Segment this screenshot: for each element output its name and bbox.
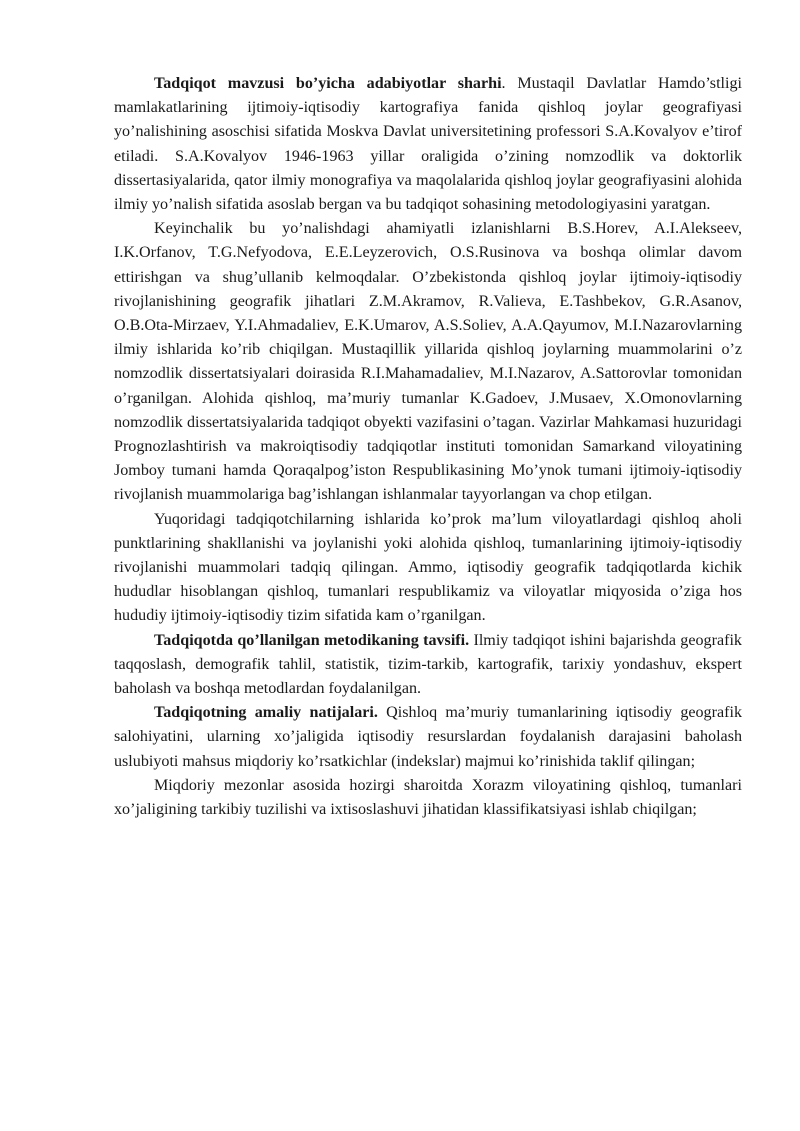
- paragraph-text: Miqdoriy mezonlar asosida hozirgi sharoitda Xorazm viloyatining qishloq, tumanlari xo’jaligining tarkibiy tuzilishi va ixtisoslashuvi jihatidan klassifikatsiyasi ishlab chiqilgan;: [114, 776, 742, 819]
- paragraph-text: Ilmiy tadqiqot ishini bajarishda geografik taqqoslash, demografik tahlil, statistik, tizim-tarkib, kartografik, tarixiy yondashuv, ekspert baholash va boshqa metodlardan foydalanilgan.: [114, 631, 742, 698]
- paragraph-literature-review: [114, 72, 742, 217]
- paragraph-research-gaps: [114, 508, 742, 629]
- paragraph-text: Qishloq ma’muriy tumanlarining iqtisodiy geografik salohiyatini, ularning xo’jaligida iqtisodiy resurslardan foydalanish darajasini baholash uslubiyoti mahsus miqdoriy ko’rsatkichlar (indekslar) majmui ko’rinishida taklif qilingan;: [114, 704, 742, 770]
- paragraph-text: Keyinchalik bu yo’nalishdagi ahamiyatli izlanishlarni B.S.Horev, A.I.Alekseev, I.K.Orfanov, T.G.Nefyodova, E.E.Leyzerovich, O.S.Rusinova va boshqa olimlar davom ettirishgan va shug’ullanib kelmoqdalar. O’zbekistonda qishloq joylar ijtimoiy-iqtisodiy rivojlanishining geografik jihatlari Z.M.Akramov, R.Valieva, E.Tashbekov, G.R.Asanov, O.B.Ota-Mirzaev, Y.I.Ahmadaliev, E.K.Umarov, A.S.Soliev, A.A.Qayumov, M.I.Nazarovlarning ilmiy ishlarida ko’rib chiqilgan. Mustaqillik yillarida qishloq joylarning muammolarini o’z nomzodlik dissertatsiyalari doirasida R.I.Mahamadaliev, M.I.Nazarov, A.Sattorovlar tomonidan o’rganilgan. Alohida qishloq, ma’muriy tumanlar K.Gadoev, J.Musaev, X.Omonovlarning nomzodlik dissertatsiyalarida tadqiqot obyekti vazifasini o’tagan. Vazirlar Mahkamasi huzuridagi Prognozlashtirish va makroiqtisodiy tadqiqotlar instituti tomonidan Samarkand viloyatining Jomboy tumani hamda Qoraqalpog’iston Respublikasining Mo’ynok tumani ijtimoiy-iqtisodiy rivojlanish muammolariga bag’ishlangan ishlanmalar tayyorlangan va chop etilgan.: [114, 220, 742, 504]
- paragraph-researchers: [114, 217, 742, 507]
- paragraph-practical-results: [114, 701, 742, 774]
- heading-practical-results: Tadqiqotning amaliy natijalari.: [154, 704, 378, 722]
- heading-literature-review: Tadqiqot mavzusi bo’yicha adabiyotlar sharhi: [154, 75, 502, 92]
- paragraph-methodology: [114, 629, 742, 702]
- heading-methodology: Tadqiqotda qo’llanilgan metodikaning tavsifi.: [154, 631, 470, 649]
- paragraph-classification: [114, 774, 742, 822]
- paragraph-text: . Mustaqil Davlatlar Hamdo’stligi mamlakatlarining ijtimoiy-iqtisodiy kartografiya fanida qishloq joylar geografiyasi yo’nalishining asoschisi sifatida Moskva Davlat universitetining professori S.A.Kovalyov e’tirof etiladi. S.A.Kovalyov 1946-1963 yillar oraligida o’zining nomzodlik va doktorlik dissertasiyalarida, qator ilmiy monografiya va maqolalarida qishloq joylar geografiyasini alohida ilmiy yo’nalish sifatida asoslab bergan va bu tadqiqot sohasining metodologiyasini yaratgan.: [114, 75, 742, 214]
- document-body: [114, 72, 742, 822]
- paragraph-text: Yuqoridagi tadqiqotchilarning ishlarida ko’prok ma’lum viloyatlardagi qishloq aholi punktlarining shakllanishi va joylanishi yoki alohida qishloq, tumanlarining ijtimoiy-iqtisodiy rivojlanishi muammolari tadqiq qilingan. Ammo, iqtisodiy geografik tadqiqotlarda kichik hududlar hisoblangan qishloq, tumanlari respublikamiz va viloyatlar miqyosida o’ziga hos hududiy ijtimoiy-iqtisodiy tizim sifatida kam o’rganilgan.: [114, 510, 742, 625]
